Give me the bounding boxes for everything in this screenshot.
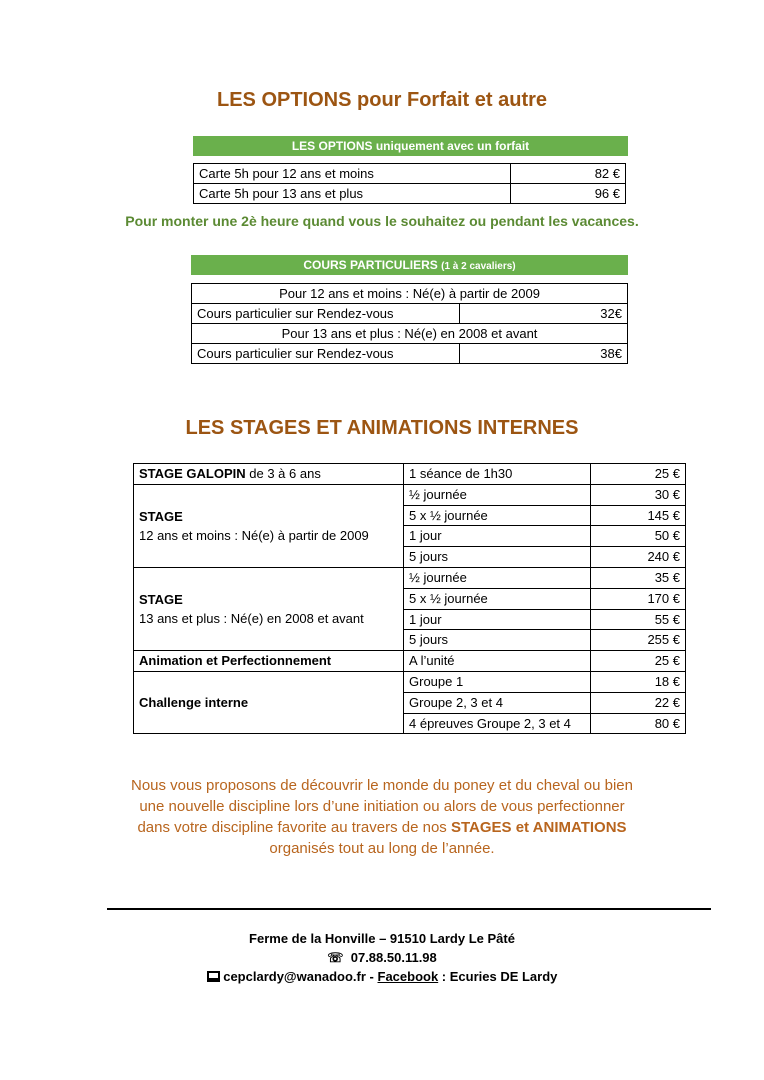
footer-contact	[0, 969, 764, 984]
galopin-price: 25 €	[591, 464, 686, 485]
stage1-item: 5 jours	[404, 547, 591, 568]
table-row	[134, 484, 686, 505]
stage1-item: ½ journée	[404, 484, 591, 505]
private-group1-label: Cours particulier sur Rendez-vous	[192, 304, 460, 324]
galopin-age: de 3 à 6 ans	[245, 466, 321, 481]
stage1-price: 145 €	[591, 505, 686, 526]
challenge-item: Groupe 2, 3 et 4	[404, 692, 591, 713]
stage1-price: 30 €	[591, 484, 686, 505]
animation-item: A l’unité	[404, 651, 591, 672]
stage2-cell	[134, 567, 404, 650]
email-address[interactable]: cepclardy@wanadoo.fr -	[223, 969, 378, 984]
stage1-subtitle: 12 ans et moins : Né(e) à partir de 2009	[139, 527, 369, 543]
options-table-header: LES OPTIONS uniquement avec un forfait	[193, 136, 628, 156]
phone-number: 07.88.50.11.98	[350, 950, 437, 965]
paragraph-line: une nouvelle discipline lors d’une initiation ou alors de vous perfectionner	[139, 798, 625, 815]
private-lessons-header	[191, 255, 628, 275]
second-hour-note: Pour monter une 2è heure quand vous le souhaitez ou pendant les vacances.	[125, 213, 639, 229]
option-price: 82 €	[511, 164, 626, 184]
table-row	[134, 567, 686, 588]
phone-icon: ☏	[327, 950, 344, 965]
option-price: 96 €	[511, 184, 626, 204]
private-group1-title: Pour 12 ans et moins : Né(e) à partir de 2009	[192, 284, 628, 304]
footer-phone	[0, 950, 764, 966]
table-row	[194, 184, 626, 204]
stage1-item: 5 x ½ journée	[404, 505, 591, 526]
private-lessons-header-text: COURS PARTICULIERS	[303, 258, 438, 272]
stage2-subtitle: 13 ans et plus : Né(e) en 2008 et avant	[139, 611, 364, 627]
challenge-label: Challenge interne	[134, 671, 404, 733]
private-group2-label: Cours particulier sur Rendez-vous	[192, 344, 460, 364]
table-row	[134, 671, 686, 692]
challenge-price: 22 €	[591, 692, 686, 713]
galopin-label: STAGE GALOPIN	[139, 466, 246, 481]
stage1-price: 50 €	[591, 526, 686, 547]
table-row	[134, 651, 686, 672]
stage2-price: 35 €	[591, 567, 686, 588]
stage2-price: 255 €	[591, 630, 686, 651]
private-group1-price: 32€	[460, 304, 628, 324]
private-lessons-header-small: (1 à 2 cavaliers)	[441, 261, 516, 272]
stage2-item: 5 x ½ journée	[404, 588, 591, 609]
paragraph-line: organisés tout au long de l’année.	[269, 840, 495, 857]
table-row	[192, 324, 628, 344]
table-row	[192, 344, 628, 364]
table-row	[192, 284, 628, 304]
stages-table	[133, 463, 686, 734]
facebook-text: : Ecuries DE Lardy	[438, 969, 558, 984]
private-group2-price: 38€	[460, 344, 628, 364]
stages-title: LES STAGES ET ANIMATIONS INTERNES	[185, 417, 579, 439]
challenge-item: 4 épreuves Groupe 2, 3 et 4	[404, 713, 591, 734]
animation-price: 25 €	[591, 651, 686, 672]
private-group2-title: Pour 13 ans et plus : Né(e) en 2008 et avant	[192, 324, 628, 344]
option-label: Carte 5h pour 12 ans et moins	[194, 164, 511, 184]
paragraph-line	[120, 817, 644, 838]
animation-label: Animation et Perfectionnement	[134, 651, 404, 672]
table-row	[192, 304, 628, 324]
options-table	[193, 163, 626, 204]
galopin-cell	[134, 464, 404, 485]
stage1-title: STAGE	[139, 508, 183, 524]
challenge-item: Groupe 1	[404, 671, 591, 692]
option-label: Carte 5h pour 13 ans et plus	[194, 184, 511, 204]
challenge-price: 18 €	[591, 671, 686, 692]
intro-paragraph	[120, 775, 644, 859]
table-row	[194, 164, 626, 184]
table-row	[134, 464, 686, 485]
paragraph-text: dans votre discipline favorite au travers de nos	[137, 819, 451, 836]
stage2-price: 55 €	[591, 609, 686, 630]
stage2-item: 5 jours	[404, 630, 591, 651]
options-title: LES OPTIONS pour Forfait et autre	[216, 89, 548, 111]
paragraph-highlight: STAGES et ANIMATIONS	[450, 819, 627, 836]
galopin-item: 1 séance de 1h30	[404, 464, 591, 485]
private-lessons-table	[191, 283, 628, 364]
challenge-price: 80 €	[591, 713, 686, 734]
stage2-item: 1 jour	[404, 609, 591, 630]
stage1-cell	[134, 484, 404, 567]
stage1-price: 240 €	[591, 547, 686, 568]
footer-divider	[107, 908, 711, 910]
stage2-title: STAGE	[139, 592, 183, 608]
facebook-link[interactable]: Facebook	[377, 969, 439, 984]
paragraph-line: Nous vous proposons de découvrir le monde du poney et du cheval ou bien	[131, 777, 633, 794]
stage1-item: 1 jour	[404, 526, 591, 547]
stage2-price: 170 €	[591, 588, 686, 609]
footer-address: Ferme de la Honville – 91510 Lardy Le Pâté	[249, 931, 515, 946]
stage2-item: ½ journée	[404, 567, 591, 588]
computer-icon	[207, 971, 220, 982]
